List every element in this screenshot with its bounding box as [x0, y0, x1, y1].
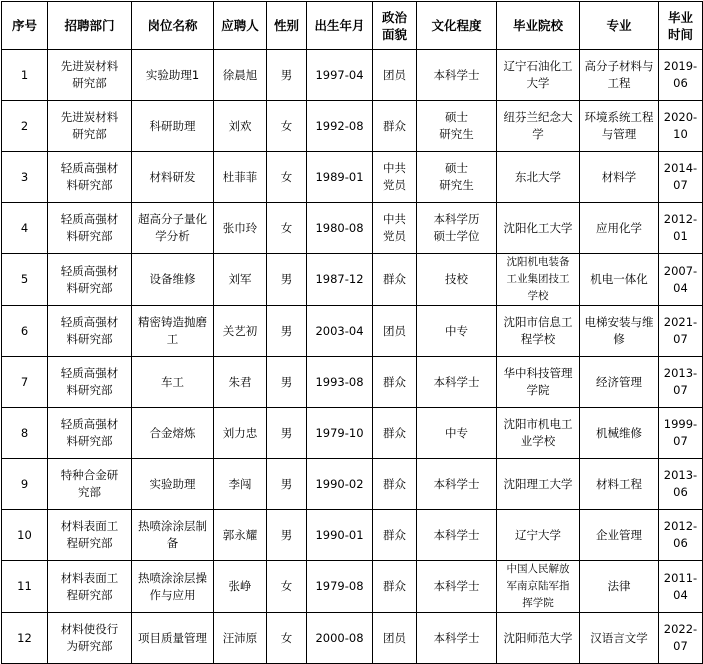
cell-gender: 男: [267, 50, 307, 101]
cell-graduation: 2022-07: [659, 613, 703, 664]
cell-department: 材料表面工 程研究部: [48, 561, 132, 613]
cell-school: 沈阳理工大学: [497, 459, 580, 510]
cell-graduation: 2014-07: [659, 152, 703, 203]
table-row: [2, 50, 703, 101]
cell-applicant: 张巾玲: [214, 203, 267, 254]
cell-graduation: 2007-04: [659, 254, 703, 306]
cell-position: 超高分子量化 学分析: [132, 203, 214, 254]
cell-major: 机械维修: [580, 408, 659, 459]
cell-education: 本科学历 硕士学位: [417, 203, 497, 254]
cell-gender: 女: [267, 203, 307, 254]
cell-position: 实验助理: [132, 459, 214, 510]
cell-applicant: 刘力忠: [214, 408, 267, 459]
cell-gender: 男: [267, 510, 307, 561]
cell-department: 先进炭材料 研究部: [48, 50, 132, 101]
cell-gender: 男: [267, 459, 307, 510]
header-political: 政治 面貌: [373, 2, 417, 50]
cell-index: 10: [2, 510, 48, 561]
cell-school: 沈阳市信息工 程学校: [497, 306, 580, 357]
table-row: [2, 152, 703, 203]
cell-applicant: 李闯: [214, 459, 267, 510]
cell-birth: 1997-04: [307, 50, 373, 101]
cell-index: 11: [2, 561, 48, 613]
cell-political: 群众: [373, 459, 417, 510]
header-gender: 性别: [267, 2, 307, 50]
header-birth: 出生年月: [307, 2, 373, 50]
cell-applicant: 徐晨旭: [214, 50, 267, 101]
cell-major: 汉语言文学: [580, 613, 659, 664]
cell-department: 轻质高强材 料研究部: [48, 306, 132, 357]
cell-index: 3: [2, 152, 48, 203]
cell-education: 本科学士: [417, 510, 497, 561]
table-body: [2, 50, 703, 664]
cell-graduation: 2012-01: [659, 203, 703, 254]
cell-school: 辽宁大学: [497, 510, 580, 561]
cell-birth: 1992-08: [307, 101, 373, 152]
cell-political: 群众: [373, 254, 417, 306]
cell-index: 5: [2, 254, 48, 306]
cell-graduation: 2013-06: [659, 459, 703, 510]
cell-gender: 女: [267, 561, 307, 613]
cell-major: 法律: [580, 561, 659, 613]
cell-birth: 1987-12: [307, 254, 373, 306]
cell-major: 应用化学: [580, 203, 659, 254]
cell-political: 群众: [373, 408, 417, 459]
table-row: [2, 613, 703, 664]
cell-graduation: 2021-07: [659, 306, 703, 357]
cell-gender: 男: [267, 357, 307, 408]
cell-department: 特种合金研 究部: [48, 459, 132, 510]
cell-applicant: 关艺初: [214, 306, 267, 357]
cell-position: 热喷涂涂层制 备: [132, 510, 214, 561]
cell-political: 中共 党员: [373, 203, 417, 254]
cell-school: 沈阳师范大学: [497, 613, 580, 664]
recruitment-table: [1, 1, 703, 664]
cell-school: 纽芬兰纪念大 学: [497, 101, 580, 152]
cell-birth: 1993-08: [307, 357, 373, 408]
cell-education: 中专: [417, 306, 497, 357]
cell-applicant: 杜菲菲: [214, 152, 267, 203]
cell-index: 7: [2, 357, 48, 408]
cell-political: 团员: [373, 306, 417, 357]
header-graduation: 毕业 时间: [659, 2, 703, 50]
header-department: 招聘部门: [48, 2, 132, 50]
cell-applicant: 刘军: [214, 254, 267, 306]
cell-political: 群众: [373, 101, 417, 152]
cell-political: 中共 党员: [373, 152, 417, 203]
cell-birth: 1979-10: [307, 408, 373, 459]
cell-gender: 女: [267, 101, 307, 152]
cell-school: 沈阳市机电工 业学校: [497, 408, 580, 459]
cell-department: 轻质高强材 料研究部: [48, 152, 132, 203]
cell-school: 辽宁石油化工 大学: [497, 50, 580, 101]
cell-department: 轻质高强材 料研究部: [48, 254, 132, 306]
cell-major: 企业管理: [580, 510, 659, 561]
cell-political: 群众: [373, 561, 417, 613]
cell-applicant: 朱君: [214, 357, 267, 408]
cell-school: 华中科技管理 学院: [497, 357, 580, 408]
cell-political: 群众: [373, 357, 417, 408]
cell-education: 硕士 研究生: [417, 101, 497, 152]
cell-graduation: 2019-06: [659, 50, 703, 101]
cell-position: 设备维修: [132, 254, 214, 306]
header-index: 序号: [2, 2, 48, 50]
cell-birth: 1989-01: [307, 152, 373, 203]
cell-index: 4: [2, 203, 48, 254]
cell-graduation: 1999-07: [659, 408, 703, 459]
cell-political: 团员: [373, 613, 417, 664]
cell-department: 先进炭材料 研究部: [48, 101, 132, 152]
cell-graduation: 2020-10: [659, 101, 703, 152]
table-row: [2, 561, 703, 613]
cell-political: 团员: [373, 50, 417, 101]
cell-school: 中国人民解放 军南京陆军指 挥学院: [497, 561, 580, 613]
cell-major: 经济管理: [580, 357, 659, 408]
cell-political: 群众: [373, 510, 417, 561]
cell-education: 本科学士: [417, 50, 497, 101]
cell-applicant: 张峥: [214, 561, 267, 613]
cell-position: 项目质量管理: [132, 613, 214, 664]
table-row: [2, 408, 703, 459]
cell-education: 技校: [417, 254, 497, 306]
cell-gender: 女: [267, 152, 307, 203]
cell-applicant: 刘欢: [214, 101, 267, 152]
cell-department: 轻质高强材 料研究部: [48, 408, 132, 459]
cell-position: 精密铸造抛磨 工: [132, 306, 214, 357]
cell-birth: 1979-08: [307, 561, 373, 613]
cell-gender: 男: [267, 408, 307, 459]
cell-school: 沈阳机电装备 工业集团技工 学校: [497, 254, 580, 306]
cell-gender: 男: [267, 254, 307, 306]
table-row: [2, 254, 703, 306]
cell-index: 1: [2, 50, 48, 101]
table-row: [2, 306, 703, 357]
cell-department: 轻质高强材 料研究部: [48, 203, 132, 254]
cell-major: 电梯安装与维 修: [580, 306, 659, 357]
cell-department: 材料使役行 为研究部: [48, 613, 132, 664]
cell-school: 东北大学: [497, 152, 580, 203]
cell-gender: 男: [267, 306, 307, 357]
cell-education: 本科学士: [417, 613, 497, 664]
table-row: [2, 510, 703, 561]
table-header-row: [2, 2, 703, 50]
cell-position: 热喷涂涂层操 作与应用: [132, 561, 214, 613]
cell-graduation: 2013-07: [659, 357, 703, 408]
header-position: 岗位名称: [132, 2, 214, 50]
cell-major: 材料学: [580, 152, 659, 203]
header-applicant: 应聘人: [214, 2, 267, 50]
table-row: [2, 459, 703, 510]
cell-birth: 1990-02: [307, 459, 373, 510]
cell-position: 材料研发: [132, 152, 214, 203]
cell-index: 12: [2, 613, 48, 664]
cell-birth: 2003-04: [307, 306, 373, 357]
cell-birth: 2000-08: [307, 613, 373, 664]
cell-index: 6: [2, 306, 48, 357]
cell-education: 本科学士: [417, 357, 497, 408]
table-row: [2, 357, 703, 408]
cell-birth: 1980-08: [307, 203, 373, 254]
table-row: [2, 203, 703, 254]
cell-position: 合金熔炼: [132, 408, 214, 459]
cell-applicant: 汪沛原: [214, 613, 267, 664]
cell-applicant: 郭永耀: [214, 510, 267, 561]
cell-education: 本科学士: [417, 459, 497, 510]
cell-index: 9: [2, 459, 48, 510]
cell-department: 轻质高强材 料研究部: [48, 357, 132, 408]
cell-major: 环境系统工程 与管理: [580, 101, 659, 152]
header-education: 文化程度: [417, 2, 497, 50]
cell-graduation: 2012-06: [659, 510, 703, 561]
cell-position: 车工: [132, 357, 214, 408]
header-school: 毕业院校: [497, 2, 580, 50]
cell-graduation: 2011-04: [659, 561, 703, 613]
cell-birth: 1990-01: [307, 510, 373, 561]
cell-position: 实验助理1: [132, 50, 214, 101]
cell-major: 高分子材料与 工程: [580, 50, 659, 101]
cell-education: 本科学士: [417, 561, 497, 613]
header-major: 专业: [580, 2, 659, 50]
cell-index: 8: [2, 408, 48, 459]
table-row: [2, 101, 703, 152]
cell-position: 科研助理: [132, 101, 214, 152]
cell-index: 2: [2, 101, 48, 152]
cell-school: 沈阳化工大学: [497, 203, 580, 254]
cell-gender: 女: [267, 613, 307, 664]
cell-education: 硕士 研究生: [417, 152, 497, 203]
cell-education: 中专: [417, 408, 497, 459]
cell-major: 机电一体化: [580, 254, 659, 306]
cell-department: 材料表面工 程研究部: [48, 510, 132, 561]
cell-major: 材料工程: [580, 459, 659, 510]
